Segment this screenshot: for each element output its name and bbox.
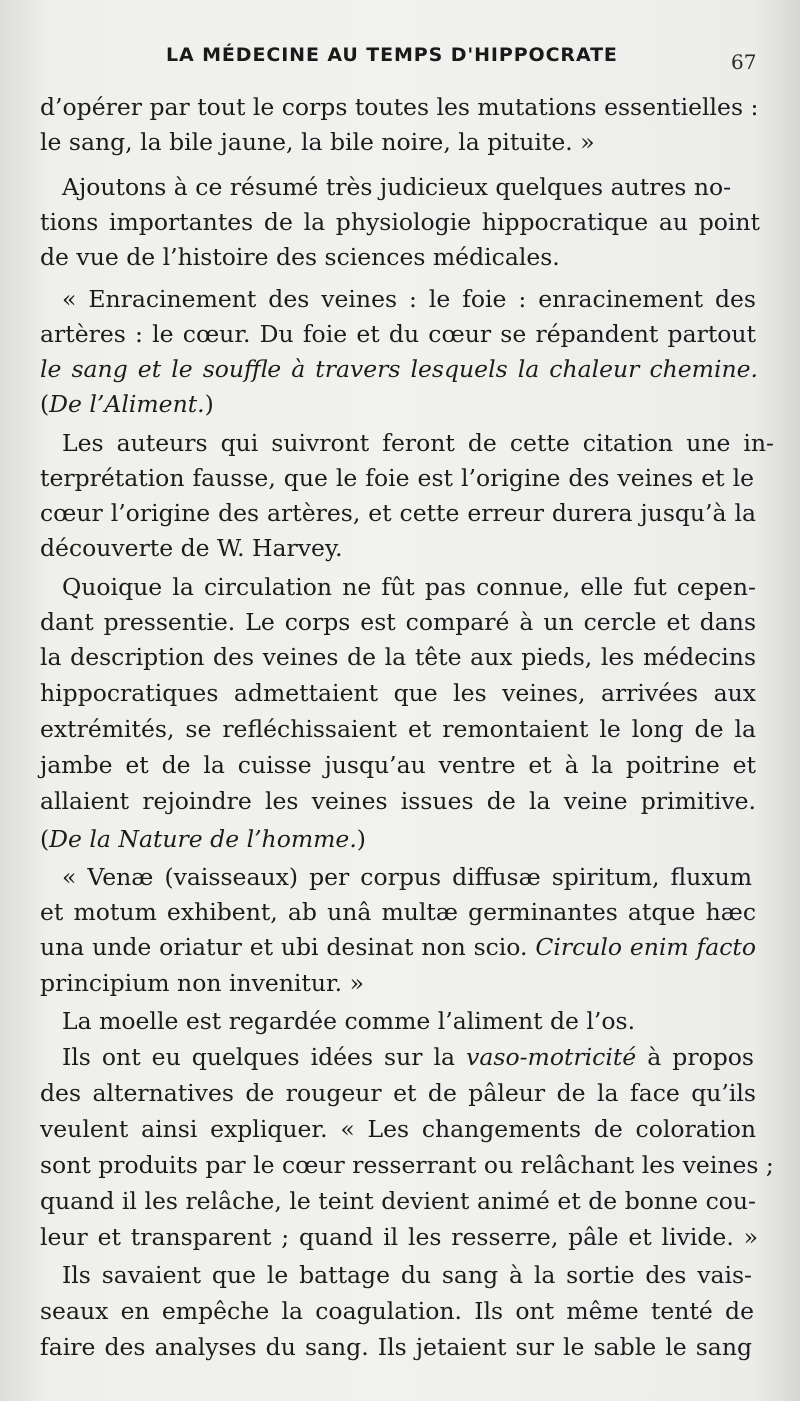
italic-text: Circulo enim facto bbox=[535, 933, 756, 961]
text-run: tions importantes de la physiologie hippocratique au point bbox=[40, 208, 760, 236]
text-run: la description des veines de la tête aux pieds, les médecins bbox=[40, 643, 756, 671]
italic-text: le sang et le souffle à travers lesquels la chaleur chemine. bbox=[40, 355, 758, 383]
text-line bbox=[62, 570, 756, 604]
text-line bbox=[40, 1112, 756, 1146]
text-line bbox=[62, 282, 756, 316]
text-line bbox=[40, 895, 756, 929]
text-line bbox=[62, 1004, 635, 1038]
page-number: 67 bbox=[731, 50, 757, 74]
text-run: le sang, la bile jaune, la bile noire, la pituite. » bbox=[40, 128, 595, 156]
text-line bbox=[62, 426, 774, 460]
italic-text: De l’Aliment. bbox=[49, 390, 205, 418]
page-header bbox=[0, 38, 800, 78]
text-run: seaux en empêche la coagulation. Ils ont même tenté de bbox=[40, 1297, 754, 1325]
text-line bbox=[40, 1076, 756, 1110]
text-run: à propos bbox=[636, 1043, 754, 1071]
text-run: ) bbox=[204, 390, 214, 418]
text-line bbox=[40, 387, 214, 421]
text-line bbox=[40, 640, 756, 674]
text-line bbox=[40, 1148, 774, 1182]
text-line bbox=[40, 352, 758, 386]
text-line bbox=[40, 1294, 754, 1328]
text-run: terprétation fausse, que le foie est l’origine des veines et le bbox=[40, 464, 754, 492]
italic-text: vaso-motricité bbox=[466, 1043, 637, 1071]
text-run: « Enracinement des veines : le foie : enracinement des bbox=[62, 285, 756, 313]
text-line bbox=[40, 90, 759, 124]
text-run: faire des analyses du sang. Ils jetaient sur le sable le sang bbox=[40, 1333, 752, 1361]
text-run: una unde oriatur et ubi desinat non scio. bbox=[40, 933, 536, 961]
text-line bbox=[40, 930, 756, 964]
text-line bbox=[40, 605, 756, 639]
text-line bbox=[40, 822, 366, 856]
text-run: dant pressentie. Le corps est comparé à un cercle et dans bbox=[40, 608, 756, 636]
text-run: ) bbox=[356, 825, 366, 853]
text-line bbox=[62, 1040, 754, 1074]
text-line bbox=[62, 860, 752, 894]
text-run: cœur l’origine des artères, et cette erreur durera jusqu’à la bbox=[40, 499, 756, 527]
text-line bbox=[40, 1220, 758, 1254]
text-run: extrémités, se refléchissaient et remontaient le long de la bbox=[40, 715, 756, 743]
text-run: Les auteurs qui suivront feront de cette citation une in- bbox=[62, 429, 774, 457]
text-line bbox=[40, 676, 756, 710]
text-run: quand il les relâche, le teint devient animé et de bonne cou- bbox=[40, 1187, 756, 1215]
text-run: veulent ainsi expliquer. « Les changements de coloration bbox=[40, 1115, 756, 1143]
text-line bbox=[40, 461, 754, 495]
text-run: des alternatives de rougeur et de pâleur de la face qu’ils bbox=[40, 1079, 756, 1107]
running-title: LA MÉDECINE AU TEMPS D'HIPPOCRATE bbox=[166, 44, 618, 66]
text-run: Quoique la circulation ne fût pas connue, elle fut cepen- bbox=[62, 573, 756, 601]
text-run: « Venæ (vaisseaux) per corpus diffusæ spiritum, fluxum bbox=[62, 863, 752, 891]
text-run: de vue de l’histoire des sciences médicales. bbox=[40, 243, 560, 271]
text-line bbox=[40, 496, 756, 530]
text-line bbox=[40, 712, 756, 746]
text-run: ( bbox=[40, 825, 50, 853]
text-line bbox=[62, 170, 731, 204]
text-line bbox=[40, 531, 343, 565]
text-run: hippocratiques admettaient que les veines, arrivées aux bbox=[40, 679, 756, 707]
text-run: découverte de W. Harvey. bbox=[40, 534, 343, 562]
text-run: La moelle est regardée comme l’aliment de l’os. bbox=[62, 1007, 636, 1035]
text-line bbox=[40, 784, 756, 818]
text-line bbox=[40, 125, 595, 159]
text-run: principium non invenitur. » bbox=[40, 969, 364, 997]
text-run: d’opérer par tout le corps toutes les mutations essentielles : bbox=[40, 93, 759, 121]
text-line bbox=[40, 205, 760, 239]
text-run: ( bbox=[40, 390, 50, 418]
text-run: Ils ont eu quelques idées sur la bbox=[62, 1043, 467, 1071]
text-run: artères : le cœur. Du foie et du cœur se répandent partout bbox=[40, 320, 756, 348]
text-line bbox=[40, 317, 756, 351]
text-line bbox=[62, 1258, 752, 1292]
italic-text: De la Nature de l’homme. bbox=[49, 825, 357, 853]
text-line bbox=[40, 748, 756, 782]
text-line bbox=[40, 966, 364, 1000]
text-run: leur et transparent ; quand il les resserre, pâle et livide. » bbox=[40, 1223, 758, 1251]
text-run: Ajoutons à ce résumé très judicieux quelques autres no- bbox=[62, 173, 732, 201]
text-line bbox=[40, 240, 560, 274]
text-line bbox=[40, 1184, 756, 1218]
text-run: sont produits par le cœur resserrant ou relâchant les veines ; bbox=[40, 1151, 774, 1179]
text-run: et motum exhibent, ab unâ multæ germinantes atque hæc bbox=[40, 898, 756, 926]
text-run: allaient rejoindre les veines issues de la veine primitive. bbox=[40, 787, 756, 815]
text-run: jambe et de la cuisse jusqu’au ventre et à la poitrine et bbox=[40, 751, 756, 779]
text-run: Ils savaient que le battage du sang à la sortie des vais- bbox=[62, 1261, 752, 1289]
text-line bbox=[40, 1330, 752, 1364]
